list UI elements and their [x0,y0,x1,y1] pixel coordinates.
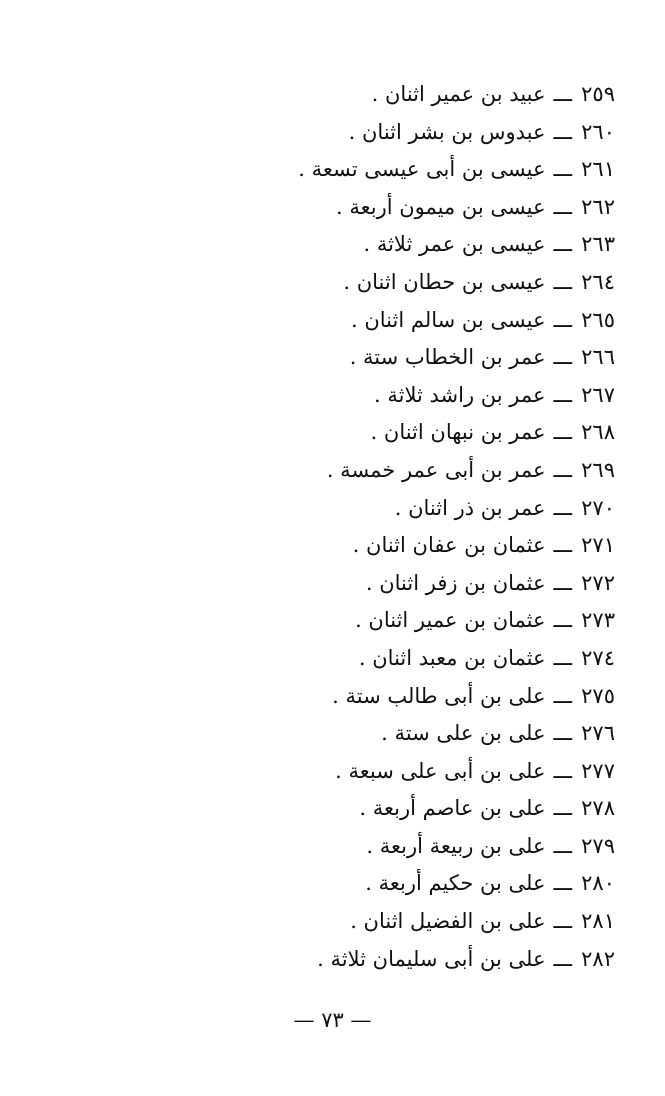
list-item [295,527,615,565]
entry-number: ٢٦١ [581,157,615,182]
entry-text: عمر بن الخطاب ستة . [349,345,546,370]
list-item [295,452,615,490]
entry-dash: ـــ [553,119,572,144]
entry-number: ٢٦٣ [581,232,615,257]
entry-number: ٢٧٩ [581,833,615,858]
entry-dash: ـــ [553,495,572,520]
entry-number: ٢٦٠ [581,119,615,144]
entry-text: عمر بن ذر اثنان . [394,495,546,520]
entry-dash: ـــ [553,946,572,971]
entry-dash: ـــ [553,796,572,821]
page-number: — ٧٣ — [293,1008,372,1032]
list-item [295,414,615,452]
entry-dash: ـــ [553,608,572,633]
list-item [295,226,615,264]
entry-number: ٢٧٧ [581,758,615,783]
list-item [295,151,615,189]
list-item [295,903,615,941]
entry-dash: ـــ [553,382,572,407]
entry-dash: ـــ [553,420,572,445]
entry-text: عيسى بن ميمون أربعة . [336,194,546,219]
entry-number: ٢٧٢ [581,570,615,595]
list-item [295,490,615,528]
list-item [295,753,615,791]
list-item [295,339,615,377]
entry-text: عبدوس بن بشر اثنان . [348,119,546,144]
entry-text: على بن أبى سليمان ثلاثة . [317,946,546,971]
entry-number: ٢٦٥ [581,307,615,332]
entry-dash: ـــ [553,721,572,746]
list-item [295,602,615,640]
entry-text: عيسى بن أبى عيسى تسعة . [298,157,546,182]
list-item [295,640,615,678]
entry-text: على بن حكيم أربعة . [365,871,546,896]
entry-dash: ـــ [553,345,572,370]
entry-text: عيسى بن سالم اثنان . [351,307,546,332]
entry-text: عمر بن راشد ثلاثة . [373,382,546,407]
entry-text: على بن عاصم أربعة . [359,796,546,821]
entry-text: عبيد بن عمير اثنان . [371,82,546,106]
entry-dash: ـــ [553,683,572,708]
entry-dash: ـــ [553,194,572,219]
entry-text: على بن أبى طالب ستة . [332,683,546,708]
entry-number: ٢٨٠ [581,871,615,896]
list-item [295,790,615,828]
entry-text: على بن أبى على سبعة . [335,758,546,783]
entry-number: ٢٦٧ [581,382,615,407]
entry-text: عيسى بن حطان اثنان . [343,269,546,294]
entry-text: عثمان بن عفان اثنان . [352,533,546,558]
list-item [295,377,615,415]
entry-dash: ـــ [553,758,572,783]
entry-dash: ـــ [553,269,572,294]
entry-dash: ـــ [553,82,572,106]
entry-number: ٢٧٣ [581,608,615,633]
entry-number: ٢٧١ [581,533,615,558]
list-item [295,114,615,152]
list-item [295,715,615,753]
entry-number: ٢٦٨ [581,420,615,445]
entry-text: عثمان بن معبد اثنان . [358,645,546,670]
entry-dash: ـــ [553,533,572,558]
entry-number: ٢٧٠ [581,495,615,520]
entry-number: ٢٧٤ [581,645,615,670]
list-item [295,865,615,903]
entry-dash: ـــ [553,871,572,896]
entry-text: عثمان بن عمير اثنان . [355,608,546,633]
entry-number: ٢٥٩ [581,82,615,106]
list-item [295,565,615,603]
entry-number: ٢٦٤ [581,269,615,294]
entry-dash: ـــ [553,833,572,858]
list-item [295,76,615,114]
list-item [295,941,615,979]
entry-dash: ـــ [553,232,572,257]
entry-dash: ـــ [553,157,572,182]
entry-number: ٢٧٨ [581,796,615,821]
entry-dash: ـــ [553,457,572,482]
list-item [295,264,615,302]
entry-text: على بن على ستة . [381,721,546,746]
entry-dash: ـــ [553,645,572,670]
entry-number: ٢٨٢ [581,946,615,971]
entry-text: عمر بن أبى عمر خمسة . [326,457,546,482]
list-item [295,302,615,340]
entry-text: عمر بن نبهان اثنان . [370,420,546,445]
entry-text: على بن الفضيل اثنان . [350,909,546,934]
list-item [295,678,615,716]
entry-dash: ـــ [553,570,572,595]
entry-text: على بن ربيعة أربعة . [366,833,546,858]
entry-number: ٢٦٩ [581,457,615,482]
list-item [295,189,615,227]
entry-text: عيسى بن عمر ثلاثة . [363,232,546,257]
entry-number: ٢٧٦ [581,721,615,746]
entry-dash: ـــ [553,307,572,332]
entry-number: ٢٧٥ [581,683,615,708]
entry-number: ٢٦٢ [581,194,615,219]
list-item [295,828,615,866]
entry-number: ٢٨١ [581,909,615,934]
entry-text: عثمان بن زفر اثنان . [365,570,546,595]
entry-dash: ـــ [553,909,572,934]
entry-number: ٢٦٦ [581,345,615,370]
narrator-list [295,76,615,978]
